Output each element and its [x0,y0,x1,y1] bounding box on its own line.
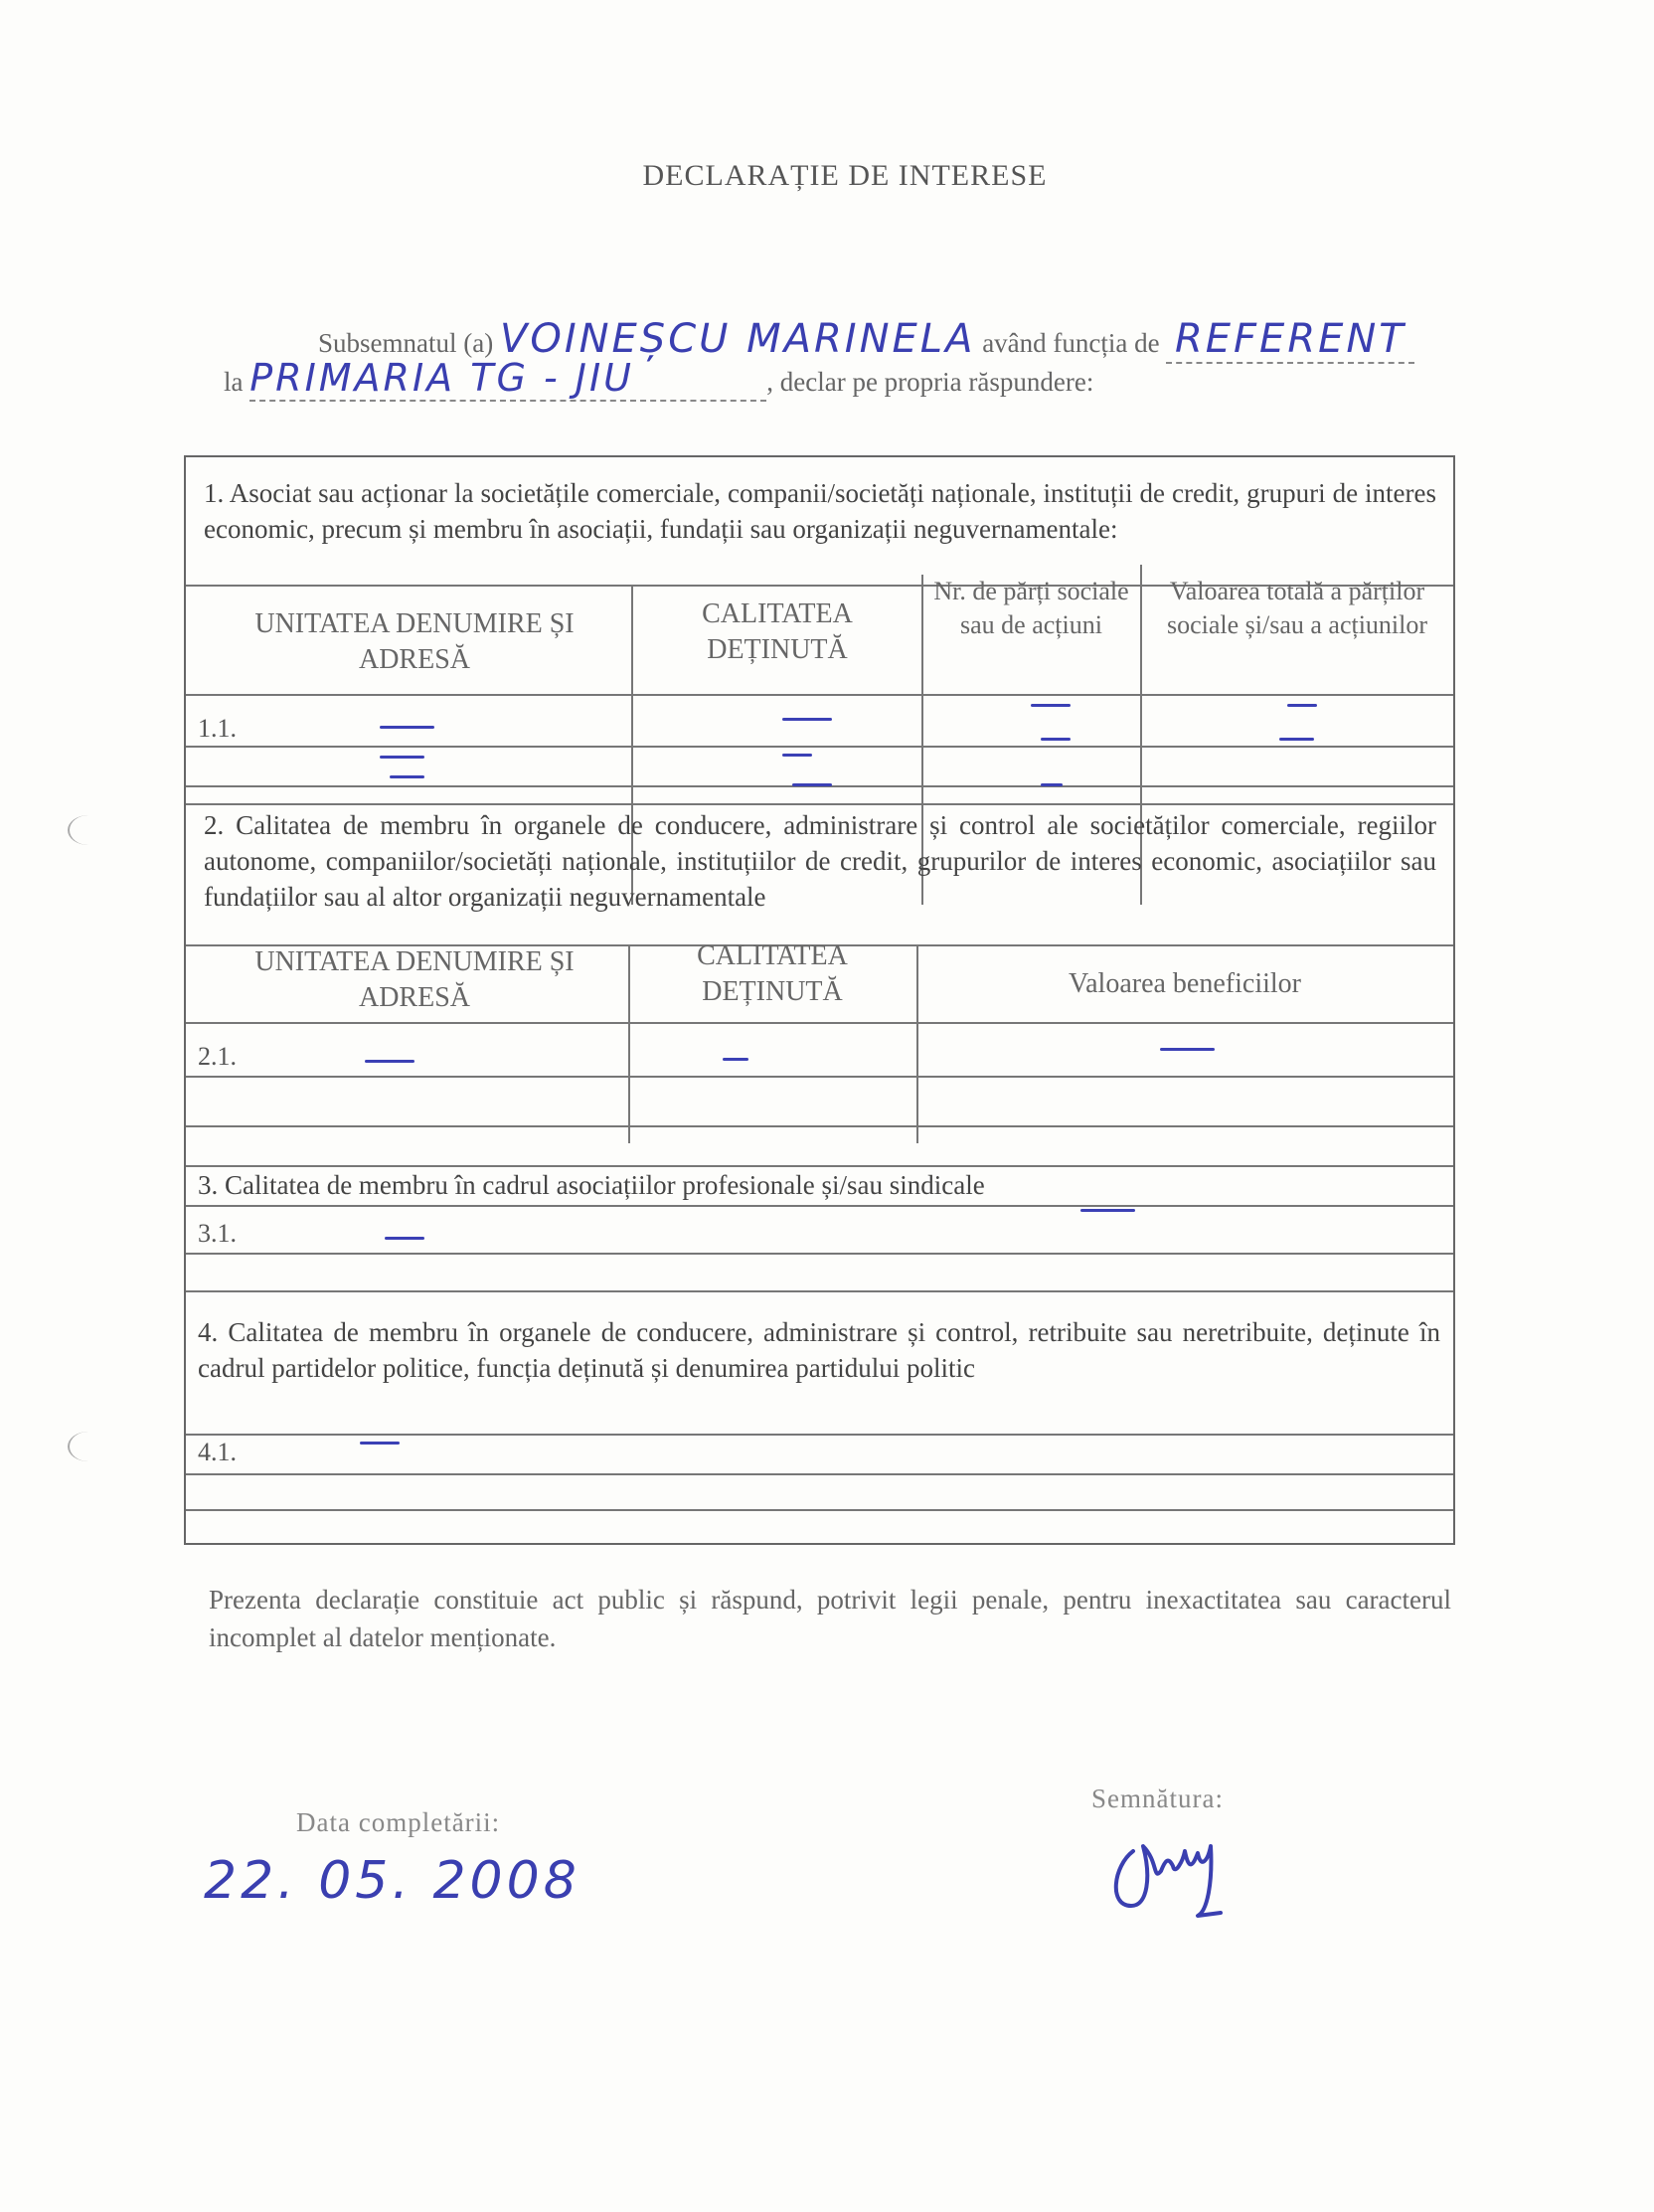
s1-row-label: 1.1. [198,714,237,743]
institution-field [249,356,766,402]
divider [186,746,1453,748]
divider [186,1473,1453,1475]
empty-mark [380,726,434,729]
divider [186,1076,1453,1078]
declarant-institution: PRIMARIA TG - JIU [249,356,634,400]
divider [186,1125,1453,1127]
empty-mark [360,1442,400,1445]
s4-row-label: 4.1. [198,1438,237,1466]
punch-hole-mark [68,815,109,845]
s2-row-label: 2.1. [198,1042,237,1071]
empty-mark [1080,1209,1135,1212]
divider [186,1509,1453,1511]
divider [186,694,1453,696]
intro-function-text: având funcția de [982,328,1160,358]
section-2-text: 2. Calitatea de membru în organele de conducere, administrare și control ale societăților comerciale, regiilor autonome, companiilor/societăți naționale, instituțiilor de credit, grupurilor de interes economic, asociațiilor sau fundațiilor sau al altor organizații neguvernamentale [204,810,1436,912]
divider [186,1253,1453,1255]
empty-mark [1041,783,1063,786]
s1-header-quality: CALITATEA DEȚINUTĂ [702,598,853,665]
s2-header-benefits: Valoarea beneficiilor [1069,968,1301,999]
empty-mark [782,718,832,721]
s1-header-unit: UNITATEA DENUMIRE ȘI ADRESĂ [254,608,575,675]
empty-mark [1279,738,1314,741]
legal-statement: Prezenta declarație constituie act public și răspund, potrivit legii penale, pentru inexactitatea sau caracterul incomplet al datelor menționate. [209,1585,1451,1652]
empty-mark [380,756,424,759]
section-4-text: 4. Calitatea de membru în organele de conducere, administrare și control, retribuite sau neretribuite, deținute în cadrul partidelor politice, funcția deținută și denumirea partidului politic [198,1317,1440,1383]
s2-header-unit: UNITATEA DENUMIRE ȘI ADRESĂ [254,946,575,1013]
punch-hole-mark [68,1432,109,1461]
empty-mark [1031,704,1071,707]
empty-mark [1287,704,1317,707]
s3-row-label: 3.1. [198,1219,237,1248]
empty-mark [390,775,424,778]
divider [186,1290,1453,1292]
empty-mark [365,1060,414,1063]
intro-suffix: , declar pe propria răspundere: [766,367,1094,397]
section-3-text: 3. Calitatea de membru în cadrul asociațiilor profesionale și/sau sindicale [198,1170,985,1200]
document-title: DECLARAȚIE DE INTERESE [642,159,1048,192]
s2-header-quality: CALITATEA DEȚINUTĂ [697,940,848,1007]
declaration-table [184,455,1455,1545]
signature-label: Semnătura: [1091,1784,1224,1813]
empty-mark [1041,738,1071,741]
empty-mark [1160,1048,1215,1051]
intro-line-2 [224,356,1093,402]
divider [186,1434,1453,1436]
s1-header-shares: Nr. de părți sociale sau de acțiuni [933,577,1129,639]
col-divider [916,944,918,1143]
intro-prefix: Subsemnatul (a) [318,328,494,358]
handwritten-signature [1103,1821,1252,1931]
empty-mark [782,754,812,757]
s1-header-value: Valoarea totală a părților sociale și/sau a acțiunilor [1166,577,1428,639]
divider [186,803,1453,805]
date-label: Data completării: [296,1807,501,1837]
empty-mark [723,1058,748,1061]
divider [186,1205,1453,1207]
signature-drawing [1103,1821,1252,1931]
empty-mark [792,783,832,786]
function-field [1166,316,1414,364]
section-1-text: 1. Asociat sau acționar la societățile comerciale, companii/societăți naționale, instituții de credit, grupuri de interes economic, precum și membru în asociații, fundații sau organizații neguvernamentale: [204,478,1436,544]
intro-la: la [224,367,244,397]
divider [186,1022,1453,1024]
col-divider [628,944,630,1143]
empty-mark [385,1237,424,1240]
completion-date: 22. 05. 2008 [204,1851,580,1911]
declarant-name: VOINEȘCU MARINELA [499,316,976,362]
declarant-function: REFERENT [1174,316,1406,362]
